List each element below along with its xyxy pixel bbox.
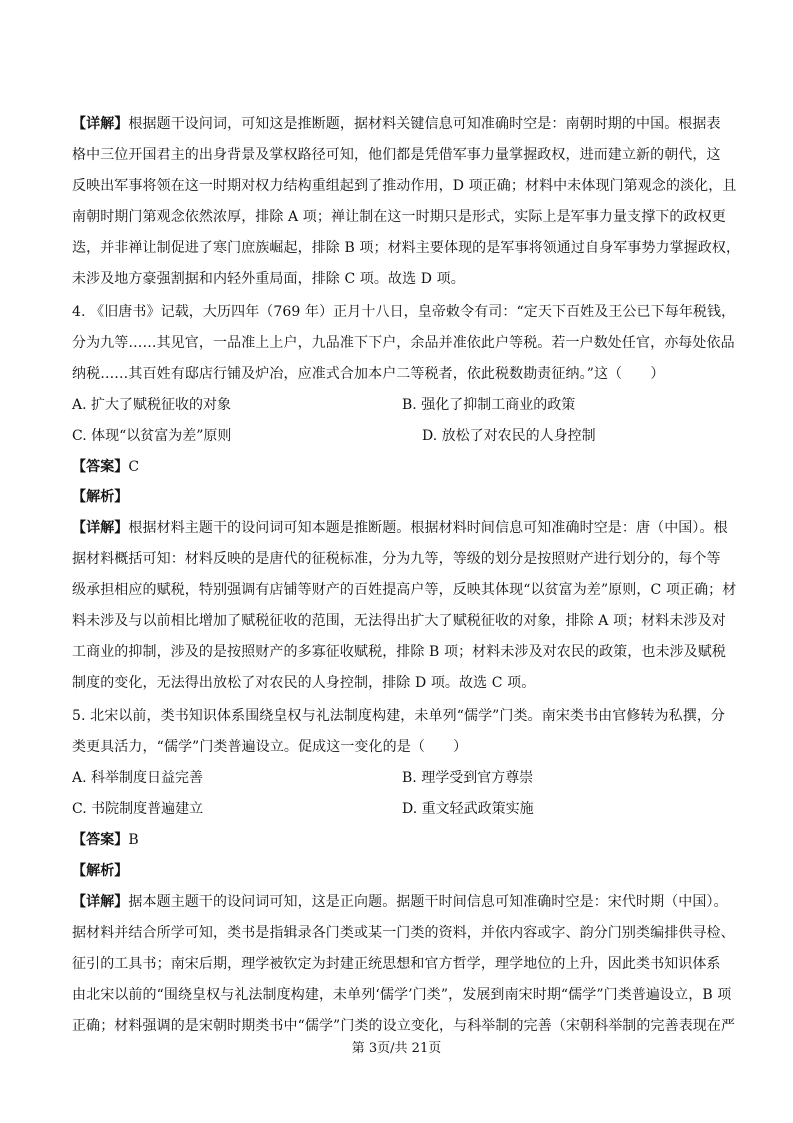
explanation-label: 【详解】 [72,894,129,910]
explanation-label: 【详解】 [72,116,129,132]
q4-explanation-line-2: 据材料概括可知：材料反映的是唐代的征税标准，分为九等，等级的划分是按照财产进行划分的，每个等 [72,551,721,567]
answer-value: C [128,459,140,475]
q4-stem-line-3: 纳税……其百姓有邸店行铺及炉冶，应准式合加本户二等税者，依此税数勘责征纳。”这（ ） [72,366,665,382]
q5-option-c: C. 书院制度普遍建立 [72,801,204,817]
q3-explanation-line-4: 南朝时期门第观念依然浓厚，排除 A 项；禅让制在这一时期只是形式，实际上是军事力量支撑下的政权更 [72,209,726,225]
q4-explanation-line-4: 料未涉及与以前相比增加了赋税征收的范围，无法得出扩大了赋税征收的对象，排除 A 项；材料未涉及对 [72,613,726,629]
q4-explanation-line-6: 制度的变化，无法得出放松了对农民的人身控制，排除 D 项。故选 C 项。 [72,675,536,691]
q4-explanation-line-1: 【详解】根据材料主题干的设问词可知本题是推断题。根据材料时间信息可知准确时空是：唐（中国）。根 [72,520,728,536]
q5-stem-line-2: 类更具活力，“儒学”门类普遍设立。促成这一变化的是（ ） [72,739,468,755]
page-number-footer: 第 3页/共 21页 [351,1041,442,1056]
q3-explanation-line-1: 【详解】根据题干设问词，可知这是推断题，据材料关键信息可知准确时空是：南朝时期的中国。根据表 [72,116,721,132]
q5-stem-line-1: 5. 北宋以前，类书知识体系围绕皇权与礼法制度构建，未单列“儒学”门类。南宋类书由官修转为私撰，分 [72,708,726,724]
q3-explanation-line-6: 未涉及地方豪强割据和内轻外重局面，排除 C 项。故选 D 项。 [72,271,465,287]
q4-stem-line-2: 分为九等……其见官，一品准上上户，九品准下下户，余品并准依此户等税。若一户数处任官，亦每处依品 [72,335,735,351]
q5-explanation-line-2: 据材料并结合所学可知，类书是指辑录各门类或某一门类的资料，并依内容或字、韵分门别类编排供寻检、 [72,925,735,941]
answer-label: 【答案】 [72,459,129,475]
q5-option-a: A. 科举制度日益完善 [72,770,204,786]
q4-analysis-label: 【解析】 [72,489,129,505]
q5-option-b: B. 理学受到官方尊崇 [402,770,534,786]
explanation-label: 【详解】 [72,520,129,536]
q4-stem-line-1: 4. 《旧唐书》记载，大历四年（769 年）正月十八日，皇帝敕令有司：“定天下百姓及王公已下每年税钱， [72,304,736,320]
answer-label: 【答案】 [72,832,129,848]
q5-explanation-line-1: 【详解】据本题主题干的设问词可知，这是正向题。据题干时间信息可知准确时空是：宋代时期（中国）。 [72,894,728,910]
q5-explanation-line-5: 正确；材料强调的是宋朝时期类书中“儒学”门类的设立变化，与科举制的完善（宋朝科举制的完善表现在严 [72,1018,736,1034]
q5-explanation-line-4: 由北宋以前的“围绕皇权与礼法制度构建，未单列‘儒学’门类”，发展到南宋时期“儒学”门类普遍设立，B 项 [72,987,732,1003]
q4-explanation-line-5: 工商业的抑制，涉及的是按照财产的多寡征收赋税，排除 B 项；材料未涉及对农民的政策，也未涉及赋税 [72,644,726,660]
q3-explanation-line-3: 反映出军事将领在这一时期对权力结构重组起到了推动作用，D 项正确；材料中未体现门第观念的淡化，且 [72,178,737,194]
answer-value: B [128,832,139,848]
q5-analysis-label: 【解析】 [72,863,129,879]
q3-explanation-line-2: 格中三位开国君主的出身背景及掌权路径可知，他们都是凭借军事力量掌握政权，进而建立新的朝代，这 [72,147,721,163]
q5-explanation-line-3: 征引的工具书；南宋后期，理学被钦定为封建正统思想和官方哲学，理学地位的上升，因此类书知识体系 [72,956,721,972]
q4-option-a: A. 扩大了赋税征收的对象 [72,397,232,413]
q4-option-c: C. 体现“以贫富为差”原则 [72,428,232,444]
q4-option-d: D. 放松了对农民的人身控制 [422,428,596,444]
q4-answer [72,457,139,477]
q4-explanation-line-3: 级承担相应的赋税，特别强调有店铺等财产的百姓提高户等，反映其体现“以贫富为差”原则，C 项正确；材 [72,582,737,598]
q3-explanation-line-5: 迭，并非禅让制促进了寒门庶族崛起，排除 B 项；材料主要体现的是军事将领通过自身军事势力掌握政权， [72,240,741,256]
q5-option-d: D. 重文轻武政策实施 [402,801,534,817]
q5-answer [72,830,139,850]
q4-option-b: B. 强化了抑制工商业的政策 [402,397,576,413]
